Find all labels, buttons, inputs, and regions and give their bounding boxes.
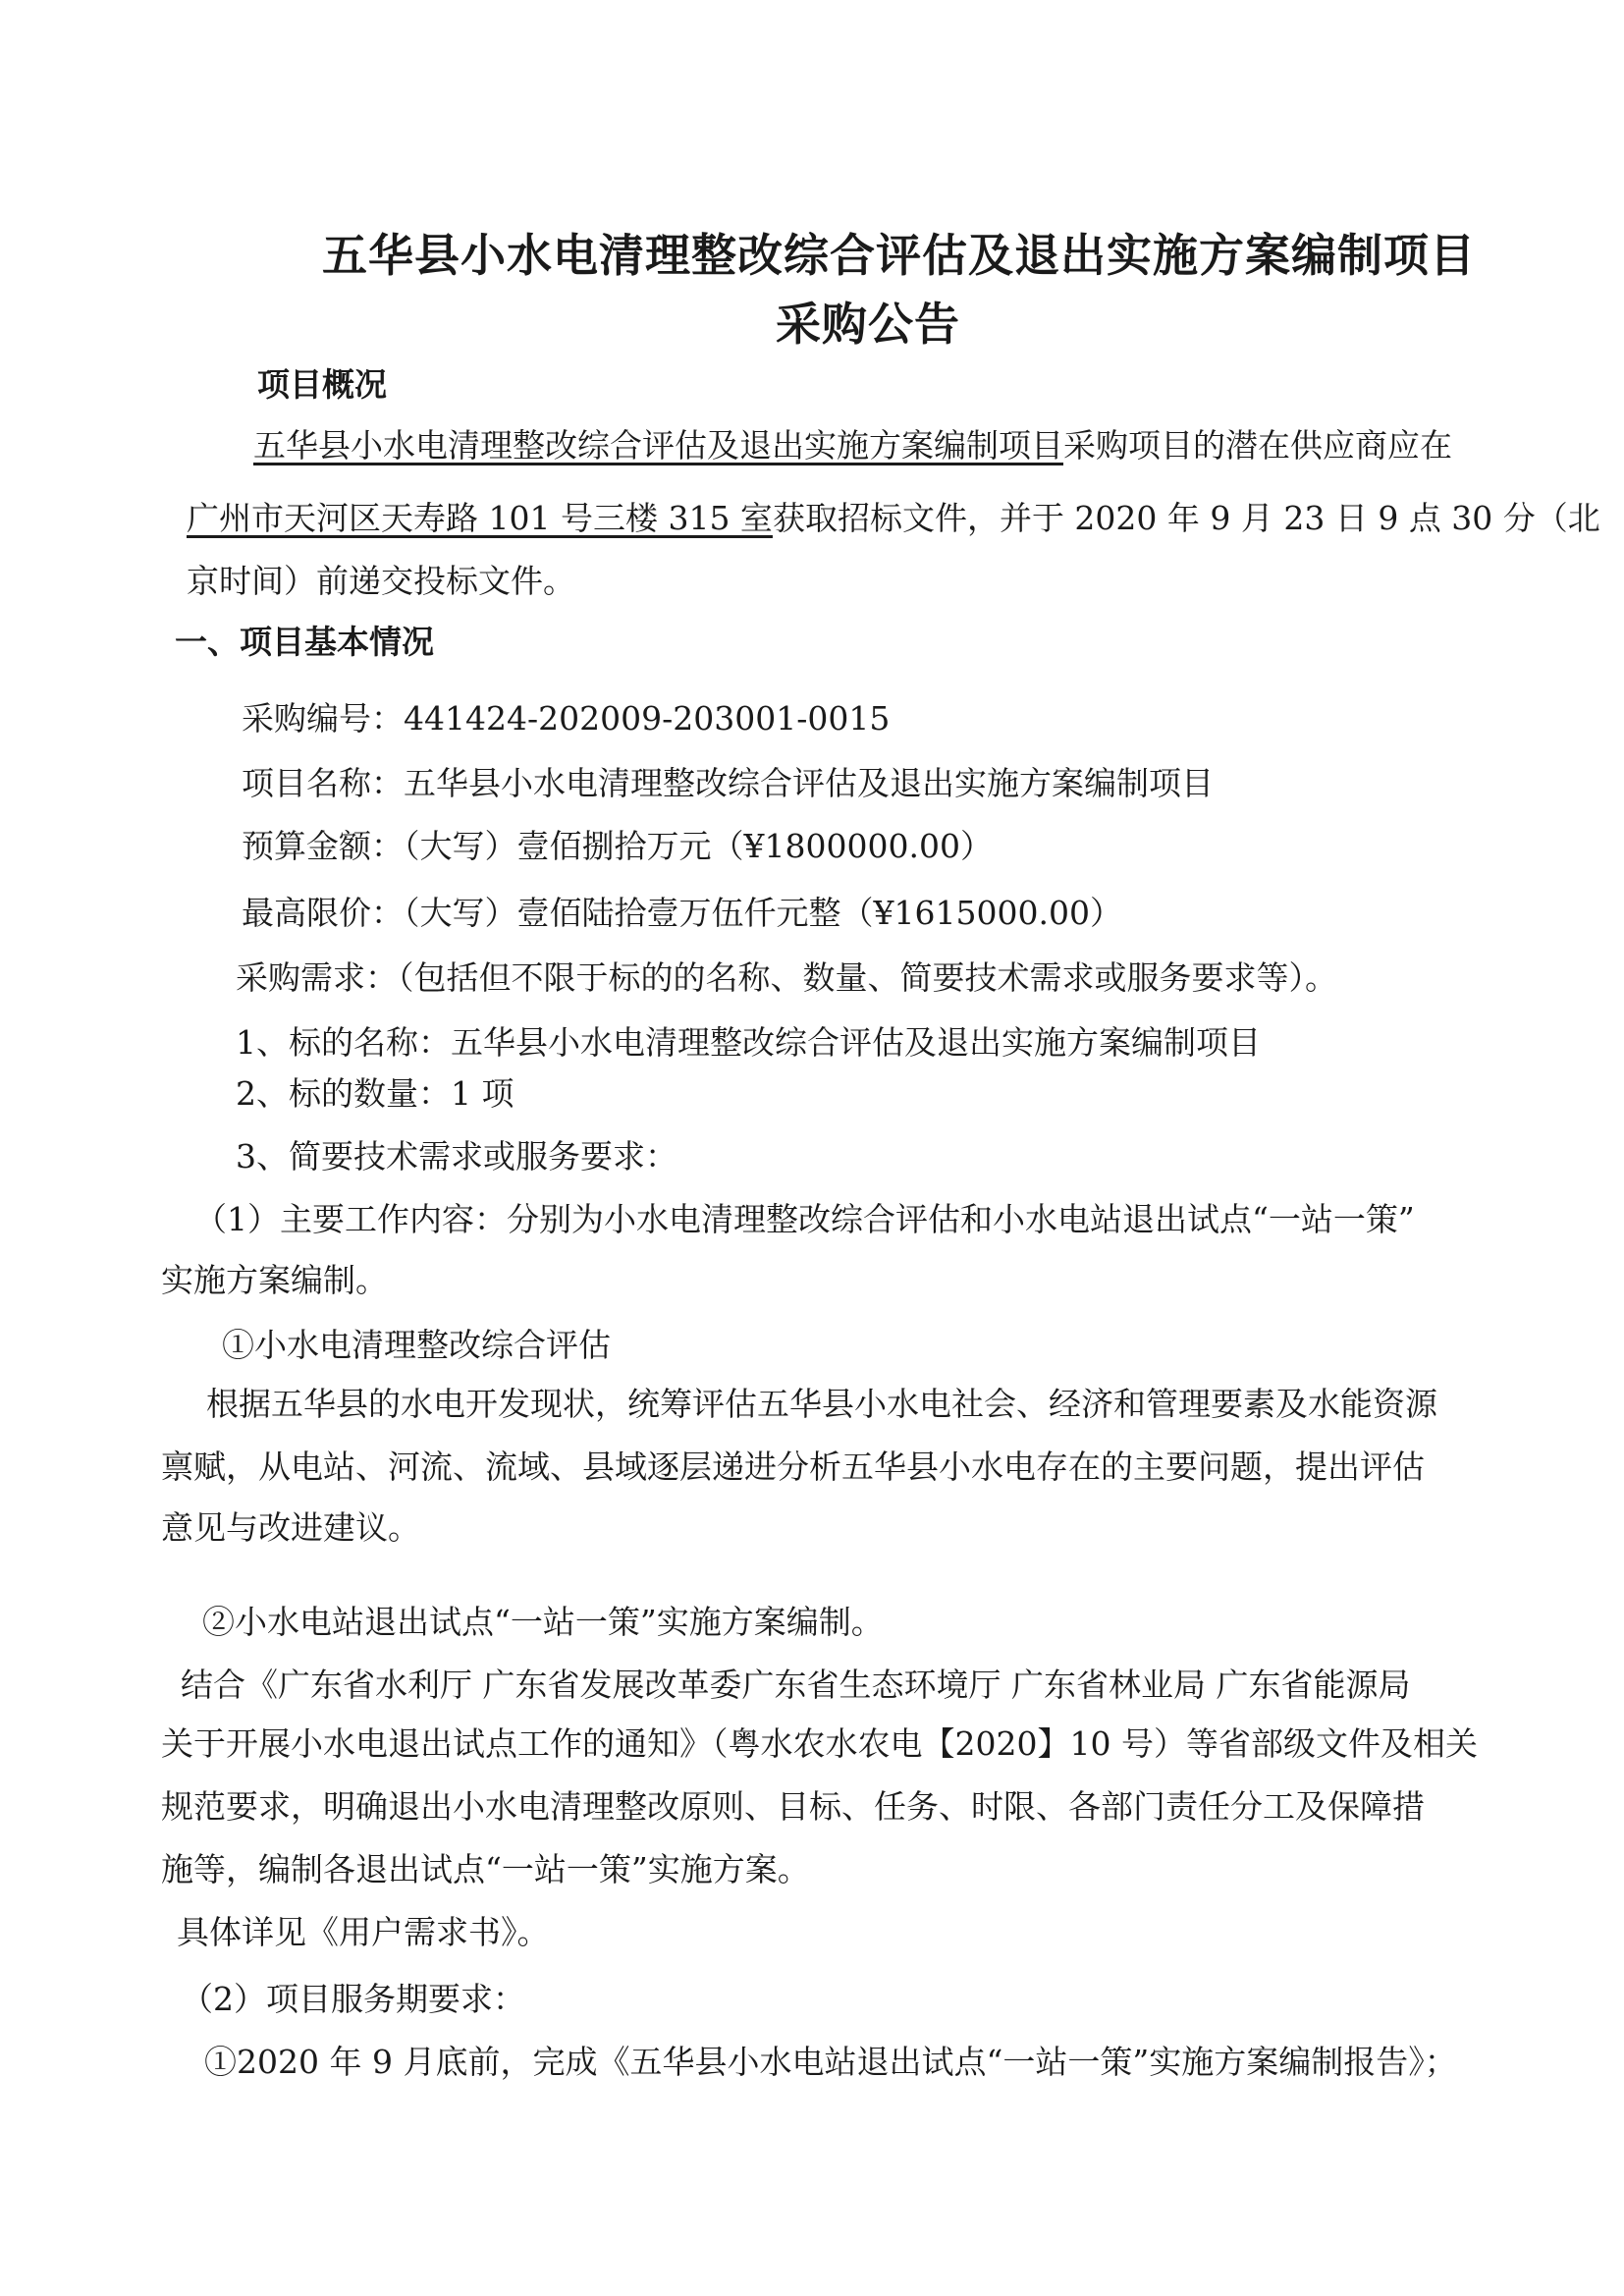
item-name: 1、标的名称：五华县小水电清理整改综合评估及退出实施方案编制项目	[236, 1023, 1261, 1062]
sub2-title: ②小水电站退出试点“一站一策”实施方案编制。	[202, 1603, 884, 1641]
sub1-paragraph-line3: 意见与改进建议。	[161, 1508, 420, 1547]
sub1-paragraph-line2: 禀赋，从电站、河流、流域、县域逐层递进分析五华县小水电存在的主要问题，提出评估	[161, 1448, 1425, 1486]
details-reference: 具体详见《用户需求书》。	[177, 1913, 550, 1951]
item-tech-requirement: 3、简要技术需求或服务要求：	[236, 1137, 677, 1175]
document-title-line2: 采购公告	[776, 298, 960, 351]
overview-heading: 项目概况	[257, 365, 387, 404]
work-content-line1: （1）主要工作内容：分别为小水电清理整改综合评估和小水电站退出试点“一站一策”	[194, 1200, 1415, 1238]
service-period-item1: ①2020 年 9 月底前，完成《五华县小水电站退出试点“一站一策”实施方案编制报告》；	[204, 2043, 1457, 2081]
overview-paragraph-line3: 京时间）前递交投标文件。	[187, 562, 575, 600]
sub2-paragraph-line2: 关于开展小水电退出试点工作的通知》（粤水农水农电【2020】10 号）等省部级文件及相关	[161, 1724, 1478, 1763]
overview-text: 采购项目的潜在供应商应在	[1063, 426, 1452, 465]
project-name-field: 项目名称：五华县小水电清理整改综合评估及退出实施方案编制项目	[242, 764, 1214, 802]
overview-paragraph-line2	[187, 499, 1600, 538]
section1-heading: 一、项目基本情况	[175, 623, 434, 661]
sub2-paragraph-line1: 结合《广东省水利厅 广东省发展改革委广东省生态环境厅 广东省林业局 广东省能源局	[181, 1666, 1411, 1704]
sub1-paragraph-line1: 根据五华县的水电开发现状，统筹评估五华县小水电社会、经济和管理要素及水能资源	[206, 1385, 1437, 1423]
max-price: 最高限价：（大写）壹佰陆拾壹万伍仟元整（¥1615000.00）	[242, 894, 1122, 932]
document-title-line1: 五华县小水电清理整改综合评估及退出实施方案编制项目	[322, 229, 1476, 282]
sub2-paragraph-line3: 规范要求，明确退出小水电清理整改原则、目标、任务、时限、各部门责任分工及保障措	[161, 1787, 1425, 1826]
address-underlined: 广州市天河区天寿路 101 号三楼 315 室	[187, 499, 773, 537]
sub2-paragraph-line4: 施等，编制各退出试点“一站一策”实施方案。	[161, 1850, 810, 1888]
work-content-line2: 实施方案编制。	[161, 1261, 388, 1299]
procurement-number: 采购编号：441424-202009-203001-0015	[242, 699, 891, 738]
item-quantity: 2、标的数量：1 项	[236, 1074, 514, 1113]
procurement-requirement: 采购需求：（包括但不限于标的的名称、数量、简要技术需求或服务要求等）。	[236, 958, 1337, 997]
budget-amount: 预算金额：（大写）壹佰捌拾万元（¥1800000.00）	[242, 827, 993, 865]
sub1-title: ①小水电清理整改综合评估	[222, 1326, 611, 1364]
project-name-underlined: 五华县小水电清理整改综合评估及退出实施方案编制项目	[253, 426, 1063, 465]
overview-paragraph-line1	[253, 426, 1452, 465]
service-period-heading: （2）项目服务期要求：	[181, 1980, 525, 2018]
overview-text: 获取招标文件，并于 2020 年 9 月 23 日 9 点 30 分（北	[772, 499, 1600, 537]
